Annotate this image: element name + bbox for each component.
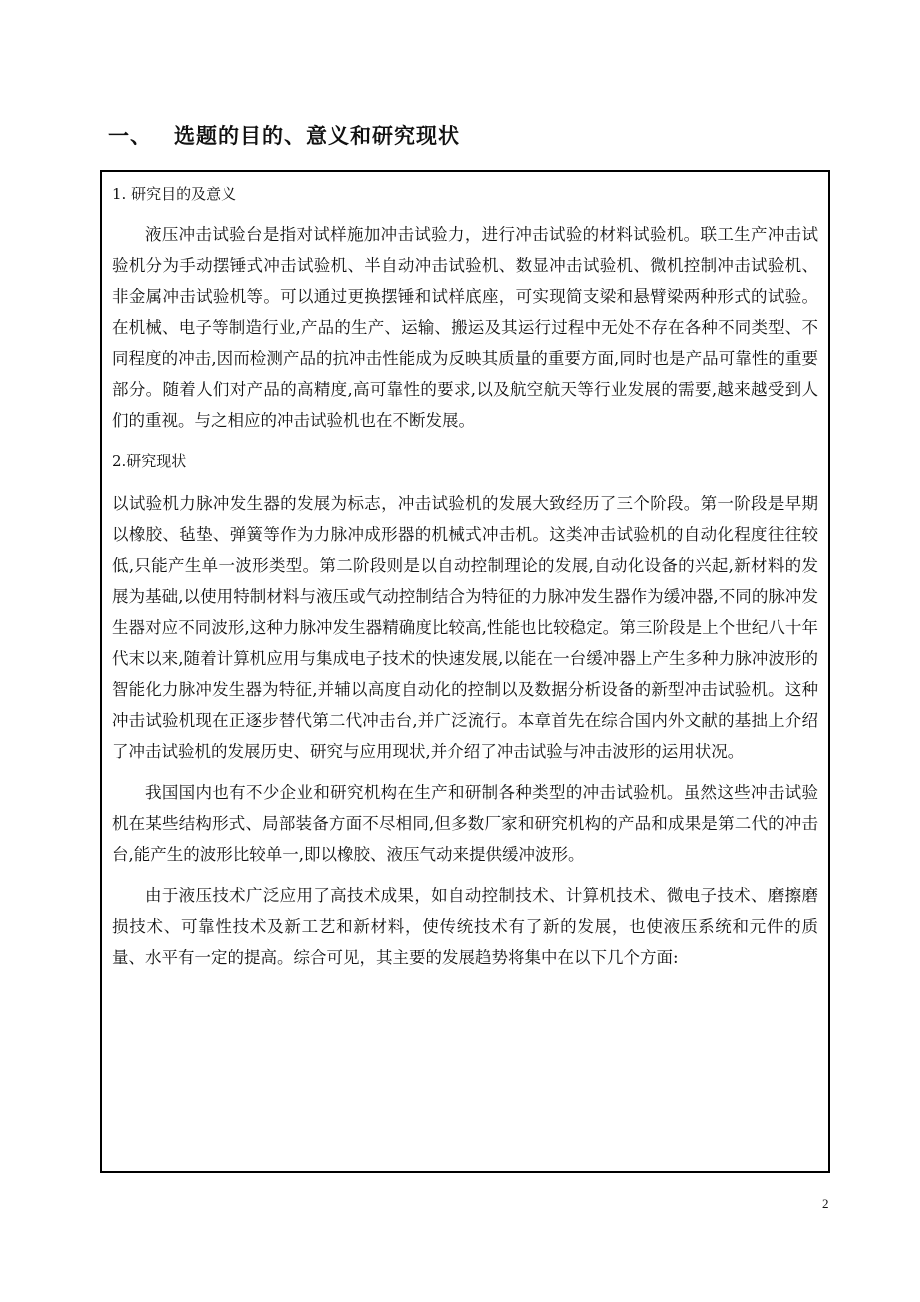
section-title: 选题的目的、意义和研究现状 (174, 124, 460, 148)
page-number: 2 (822, 1196, 829, 1211)
status-heading: 2.研究现状 (112, 452, 187, 470)
status-paragraph-1: 以试验机力脉冲发生器的发展为标志，冲击试验机的发展大致经历了三个阶段。第一阶段是早期以橡胶、毡垫、弹簧等作为力脉冲成形器的机械式冲击机。这类冲击试验机的自动化程度往往较低,只能产生单一波形类型。第二阶段则是以自动控制理论的发展,自动化设备的兴起,新材料的发展为基础,以使用特制材料与液压或气动控制结合为特征的力脉冲发生器作为缓冲器,不同的脉冲发生器对应不同波形,这种力脉冲发生器精确度比较高,性能也比较稳定。第三阶段是上个世纪八十年代末以来,随着计算机应用与集成电子技术的快速发展,以能在一台缓冲器上产生多种力脉冲波形的智能化力脉冲发生器为特征,并辅以高度自动化的控制以及数据分析设备的新型冲击试验机。这种冲击试验机现在正逐步替代第二代冲击台,并广泛流行。本章首先在综合国内外文献的基拙上介绍了冲击试验机的发展历史、研究与应用现状,并介绍了冲击试验与冲击波形的运用状况。 (112, 494, 818, 761)
status-paragraph-3: 由于液压技术广泛应用了高技术成果，如自动控制技术、计算机技术、微电子技术、磨擦磨损技术、可靠性技术及新工艺和新材料，使传统技术有了新的发展，也使液压系统和元件的质量、水平有一定的提高。综合可见，其主要的发展趋势将集中在以下几个方面: (112, 886, 818, 967)
status-paragraph-2: 我国国内也有不少企业和研究机构在生产和研制各种类型的冲击试验机。虽然这些冲击试验机在某些结构形式、局部装备方面不尽相同,但多数厂家和研究机构的产品和成果是第二代的冲击台,能产生的波形比较单一,即以橡胶、液压气动来提供缓冲波形。 (112, 783, 818, 864)
section-heading (108, 120, 460, 150)
section-number: 一、 (108, 124, 152, 148)
content-frame (100, 170, 830, 1173)
purpose-paragraph: 液压冲击试验台是指对试样施加冲击试验力，进行冲击试验的材料试验机。联工生产冲击试验机分为手动摆锤式冲击试验机、半自动冲击试验机、数显冲击试验机、微机控制冲击试验机、非金属冲击试验机等。可以通过更换摆锤和试样底座，可实现简支梁和悬臂梁两种形式的试验。在机械、电子等制造行业,产品的生产、运输、搬运及其运行过程中无处不存在各种不同类型、不同程度的冲击,因而检测产品的抗冲击性能成为反映其质量的重要方面,同时也是产品可靠性的重要部分。随着人们对产品的高精度,高可靠性的要求,以及航空航天等行业发展的需要,越来越受到人们的重视。与之相应的冲击试验机也在不断发展。 (112, 225, 818, 430)
content-body (112, 172, 818, 973)
purpose-heading: 1. 研究目的及意义 (112, 185, 237, 203)
